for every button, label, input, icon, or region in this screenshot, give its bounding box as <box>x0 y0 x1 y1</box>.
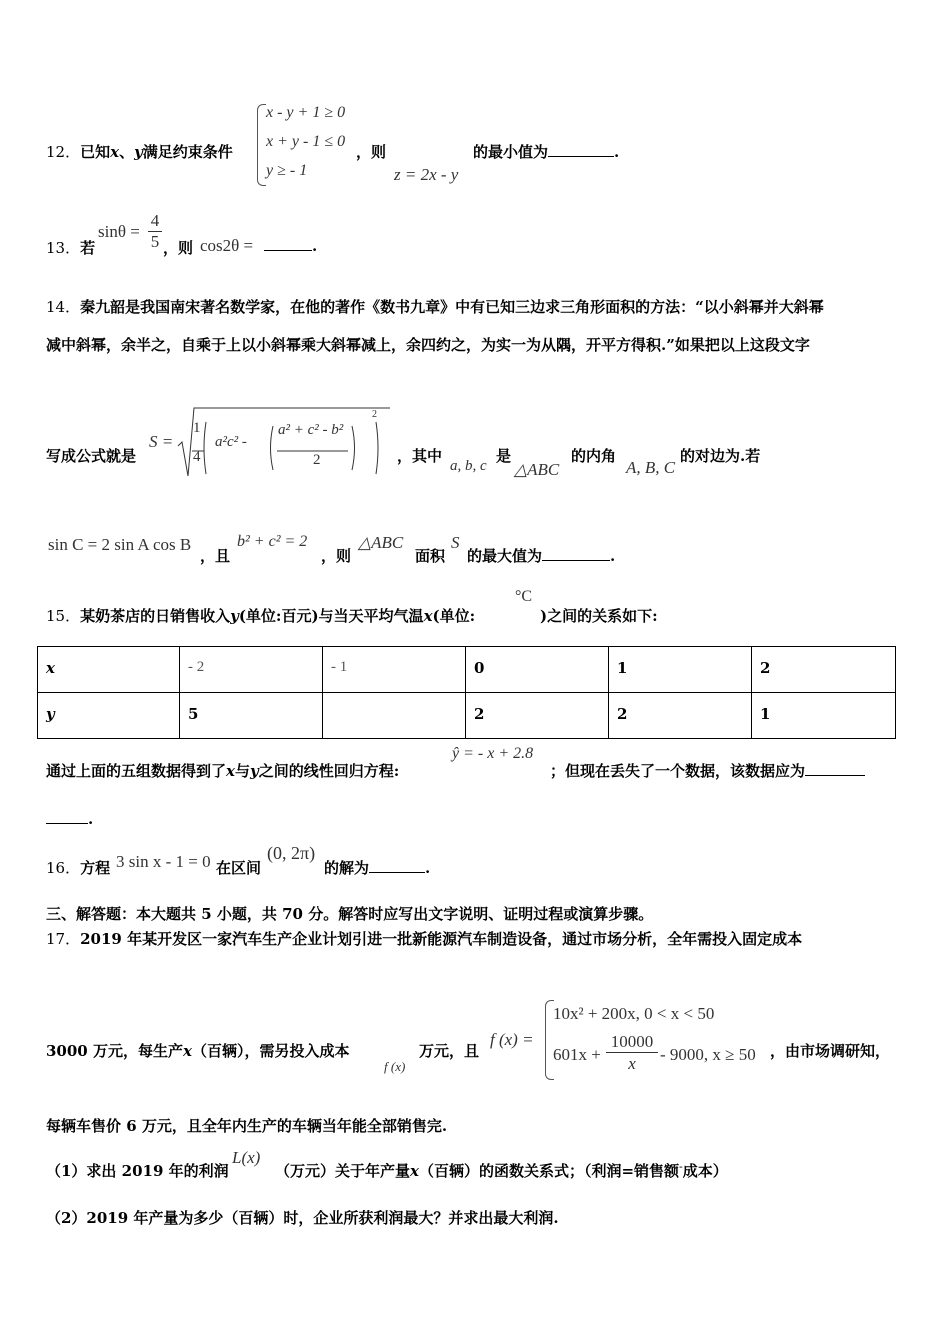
q14-triangle: △ABC <box>514 460 560 479</box>
q14-and: ，且 <box>200 547 231 565</box>
table-cell: 0 <box>466 647 609 693</box>
q12-constraint-1: x - y + 1 ≥ 0 <box>266 104 346 121</box>
q13-frac: 4 5 <box>148 211 162 252</box>
q14-line1: 14．秦九韶是我国南宋著名数学家，在他的著作《数书九章》中有已知三边求三角形面积的方法：“以小斜幂并大斜幂 <box>46 298 824 316</box>
q13-blank: . <box>264 237 317 255</box>
q14-angles: 的内角 <box>571 447 617 465</box>
q14-a2c2: a²c² - <box>215 434 247 450</box>
table-cell: - 2 <box>180 647 323 693</box>
q14-triangle2: △ABC <box>358 533 404 552</box>
q12-brace <box>257 104 266 186</box>
q15-regression: ŷ = - x + 2.8 <box>452 745 534 762</box>
q17-line1: 17．2019 年某开发区一家汽车生产企业计划引进一批新能源汽车制造设备，通过市场分析，全年需投入固定成本 <box>46 930 803 948</box>
q13-then: ，则 <box>163 239 194 257</box>
q15-unit: °C <box>515 588 533 605</box>
q15-blank-end: . <box>46 810 93 828</box>
q14-radical <box>176 406 392 478</box>
q14-where: ，其中 <box>397 447 443 465</box>
table-cell: 1 <box>609 647 752 693</box>
q14-is: 是 <box>496 447 512 465</box>
q16-interval-label: 在区间 <box>216 859 262 877</box>
q12-objective: z = 2x - y <box>394 165 459 184</box>
table-cell: 2 <box>466 693 609 739</box>
q17-fx-lhs: f (x) = <box>490 1030 534 1049</box>
q17-line3: 每辆车售价 6 万元，且全年内生产的车辆当年能全部销售完. <box>46 1117 448 1135</box>
table-row <box>38 693 896 739</box>
q17-part2: （2）2019 年产量为多少（百辆）时，企业所获利润最大？并求出最大利润. <box>46 1209 559 1227</box>
q12-stem: 12．已知x、y满足约束条件 <box>46 143 233 161</box>
q13-stem: 13．若 <box>46 239 96 257</box>
q17-part1-a: （1）求出 2019 年的利润 <box>46 1162 229 1180</box>
q15-after-b: ；但现在丢失了一个数据，该数据应为 <box>550 760 865 781</box>
table-cell <box>323 693 466 739</box>
q14-cond2: b² + c² = 2 <box>237 533 308 550</box>
q15-stem-a: 15．某奶茶店的日销售收入y(单位:百元)与当天平均气温x(单位: <box>46 607 476 625</box>
table-cell: 2 <box>752 647 896 693</box>
q14-S: S <box>451 533 460 552</box>
q16-interval: (0, 2π) <box>267 843 316 863</box>
table-cell: 5 <box>180 693 323 739</box>
q17-part1-b: （万元）关于年产量x（百辆）的函数关系式；（利润=销售额-成本） <box>275 1160 728 1180</box>
q14-inner-den: 2 <box>313 452 321 468</box>
q16-equation: 3 sin x - 1 = 0 <box>116 852 211 871</box>
q17-piece2-b: - 9000, x ≥ 50 <box>660 1045 756 1064</box>
q12-constraint-3: y ≥ - 1 <box>266 162 308 179</box>
q14-quarter-den: 4 <box>193 449 201 465</box>
q17-line2-b: 万元，且 <box>419 1042 480 1060</box>
table-cell: 1 <box>752 693 896 739</box>
q14-inner-num: a² + c² - b² <box>278 422 344 438</box>
table-cell: x <box>38 647 180 693</box>
q12-ask: 的最小值为 . <box>473 143 620 161</box>
table-cell: - 1 <box>323 647 466 693</box>
q14-quarter-num: 1 <box>193 420 201 436</box>
q14-area: 面积 <box>415 547 446 565</box>
q14-cond1: sin C = 2 sin A cos B <box>48 535 192 554</box>
q17-fx-small: f (x) <box>384 1059 406 1074</box>
q15-stem-b: )之间的关系如下: <box>540 607 658 625</box>
q16-stem: 16．方程 <box>46 859 111 877</box>
table-cell: y <box>38 693 180 739</box>
q14-formula-S: S = <box>149 432 174 451</box>
q14-ABC: A, B, C <box>626 458 676 477</box>
q17-line2-c: ，由市场调研知， <box>770 1042 891 1060</box>
q17-piece2-frac: 10000 x <box>606 1032 658 1075</box>
q16-ask: 的解为 . <box>324 859 431 877</box>
q12-then: ，则 <box>356 143 387 161</box>
section-heading: 三、解答题：本大题共 5 小题，共 70 分。解答时应写出文字说明、证明过程或演算步骤。 <box>46 905 654 923</box>
q17-piece1: 10x² + 200x, 0 < x < 50 <box>553 1004 715 1023</box>
q15-table <box>37 646 896 739</box>
table-cell: 2 <box>609 693 752 739</box>
q15-after-a: 通过上面的五组数据得到了x与y之间的线性回归方程: <box>46 762 400 780</box>
q13-cos: cos2θ = <box>200 236 254 255</box>
table-row <box>38 647 896 693</box>
q14-formula-lead: 写成公式就是 <box>46 447 137 465</box>
q17-Lx: L(x) <box>232 1148 261 1167</box>
q14-square-exp: 2 <box>372 409 377 420</box>
q17-line2-a: 3000 万元，每生产x（百辆），需另投入成本 <box>46 1042 350 1060</box>
q14-abc: a, b, c <box>450 458 487 474</box>
q14-opposite: 的对边为.若 <box>680 447 761 465</box>
q14-max: 的最大值为 . <box>467 547 616 565</box>
q14-line2: 减中斜幂，余半之，自乘于上以小斜幂乘大斜幂减上，余四约之，为实一为从隅，开平方得积.”如果把以上这段文字 <box>46 336 810 354</box>
q12-constraint-2: x + y - 1 ≤ 0 <box>266 133 346 150</box>
q14-then: ，则 <box>321 547 352 565</box>
q17-piece2-a: 601x + <box>553 1045 601 1064</box>
q13-sin: sinθ = <box>98 222 140 241</box>
